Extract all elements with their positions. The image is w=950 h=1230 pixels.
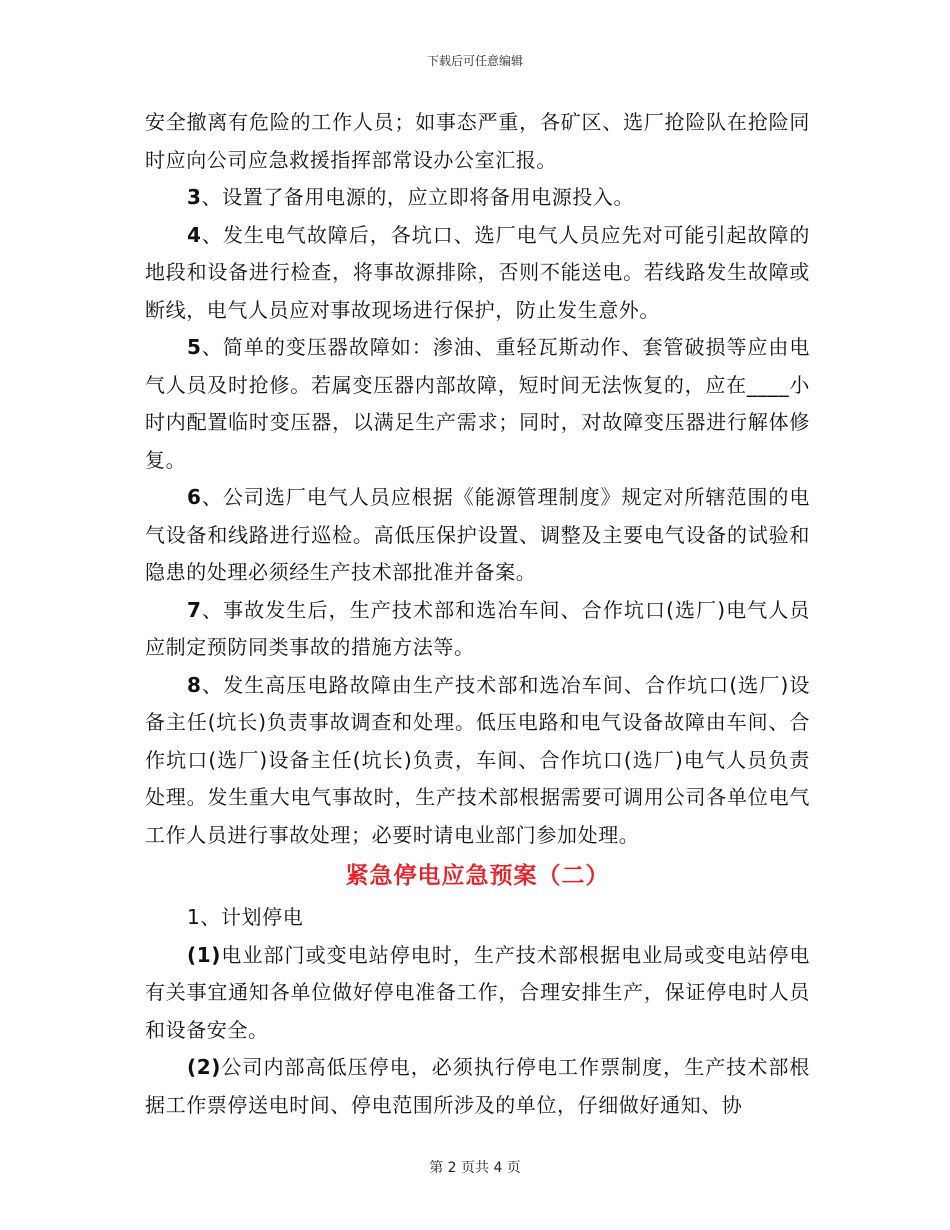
item-number: 3 [187, 185, 202, 209]
paragraph-text: 安全撤离有危险的工作人员；如事态严重，各矿区、选厂抢险队在抢险同时应向公司应急救援指挥部常设办公室汇报。 [145, 110, 810, 172]
paragraph-text: 、简单的变压器故障如：渗油、重轻瓦斯动作、套管破损等应由电气人员及时抢修。若属变压器内部故障，短时间无法恢复的，应在____小时内配置临时变压器，以满足生产需求；同时，对故障变压器进行解体修复。 [145, 335, 810, 472]
paragraph-text: 、设置了备用电源的，应立即将备用电源投入。 [201, 185, 635, 209]
paragraph-continuation [145, 104, 810, 179]
paragraph-item-5 [145, 329, 810, 479]
item-number: (1) [187, 942, 221, 967]
paragraph-text: 、公司选厂电气人员应根据《能源管理制度》规定对所辖范围的电气设备和线路进行巡检。高低压保护设置、调整及主要电气设备的试验和隐患的处理必须经生产技术部批准并备案。 [145, 485, 810, 584]
paragraph-text: 1、计划停电 [187, 905, 304, 929]
document-body [145, 104, 810, 1124]
paragraph-text: 、发生电气故障后，各坑口、选厂电气人员应先对可能引起故障的地段和设备进行检查，将事故源排除，否则不能送电。若线路发生故障或断线，电气人员应对事故现场进行保护，防止发生意外。 [145, 222, 810, 322]
paragraph-text: 公司内部高低压停电，必须执行停电工作票制度，生产技术部根据工作票停送电时间、停电范围所涉及的单位，仔细做好通知、协 [145, 1055, 810, 1117]
paragraph-sub-2 [145, 1049, 810, 1124]
item-number: 8 [187, 672, 202, 697]
paragraph-item-6 [145, 479, 810, 592]
item-number: 4 [187, 222, 202, 247]
paragraph-item-7 [145, 592, 810, 667]
item-number: 6 [187, 485, 202, 509]
paragraphs-bottom [145, 899, 810, 1124]
paragraph-text: 、事故发生后，生产技术部和选冶车间、合作坑口(选厂)电气人员应制定预防同类事故的措施方法等。 [145, 597, 810, 659]
paragraph-text: 电业部门或变电站停电时，生产技术部根据电业局或变电站停电有关事宜通知各单位做好停电准备工作，合理安排生产，保证停电时人员和设备安全。 [145, 942, 810, 1042]
item-number: 7 [187, 597, 202, 622]
paragraph-sub-1 [145, 937, 810, 1050]
paragraph-planned-outage [145, 899, 810, 937]
paragraph-item-4 [145, 217, 810, 330]
item-number: (2) [187, 1055, 221, 1079]
paragraph-item-8 [145, 667, 810, 855]
paragraphs-top [145, 104, 810, 854]
item-number: 5 [187, 335, 202, 359]
paragraph-text: 、发生高压电路故障由生产技术部和选冶车间、合作坑口(选厂)设备主任(坑长)负责事故调查和处理。低压电路和电气设备故障由车间、合作坑口(选厂)设备主任(坑长)负责，车间、合作坑口(选厂)电气人员负责处理。发生重大电气事故时，生产技术部根据需要可调用公司各单位电气工作人员进行事故处理；必要时请电业部门参加处理。 [145, 672, 810, 847]
paragraph-item-3 [145, 179, 810, 217]
section-title: 紧急停电应急预案（二） [345, 863, 610, 889]
page-header: 下载后可任意编辑 [426, 54, 523, 68]
page-footer: 第 2 页共 4 页 [429, 1160, 521, 1176]
